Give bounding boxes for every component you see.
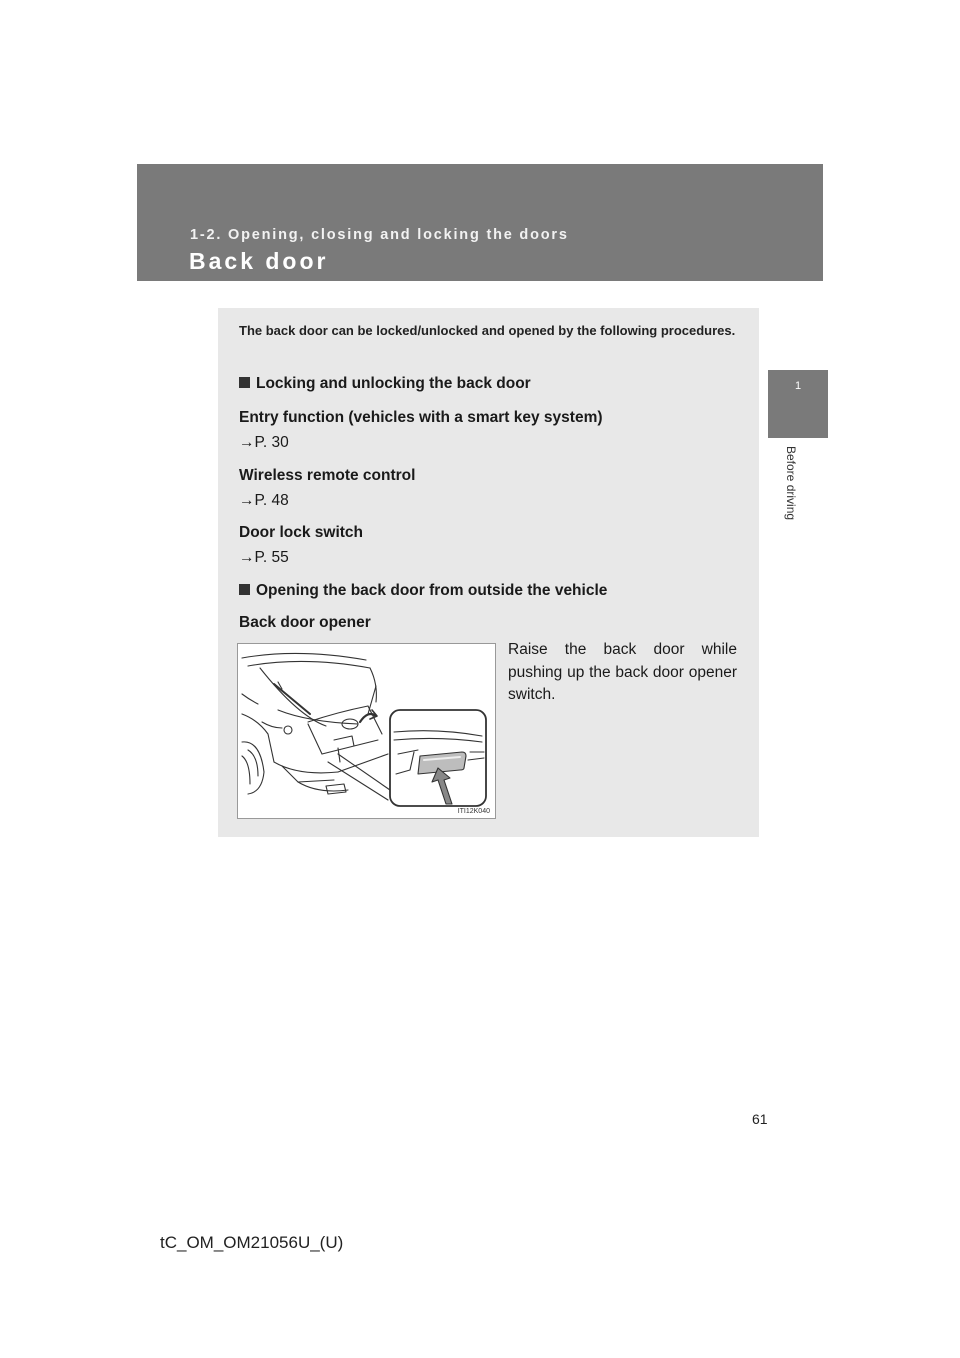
figure-code: ITI12K040	[457, 808, 490, 815]
page-ref-door-lock-switch[interactable]: →P. 55	[239, 549, 289, 566]
document-code: tC_OM_OM21056U_(U)	[160, 1233, 344, 1252]
chapter-number: 1	[794, 380, 802, 392]
chapter-tab[interactable]	[768, 370, 828, 438]
header-band	[137, 164, 823, 281]
page-ref-entry-function[interactable]: →P. 30	[239, 434, 289, 451]
item-title-back-door-opener: Back door opener	[239, 614, 371, 631]
page-ref-wireless-remote[interactable]: →P. 48	[239, 492, 289, 509]
content-box	[218, 308, 759, 837]
intro-text: The back door can be locked/unlocked and opened by the following procedures.	[239, 323, 736, 338]
section-heading-text: Opening the back door from outside the vehicle	[256, 582, 608, 599]
square-bullet-icon	[239, 377, 250, 388]
section-heading-opening	[239, 582, 607, 600]
instruction-text: Raise the back door while pushing up the back door opener switch.	[508, 641, 737, 703]
section-label: 1-2. Opening, closing and locking the doors	[190, 227, 569, 243]
section-heading-locking	[239, 375, 531, 393]
item-title-door-lock-switch: Door lock switch	[239, 524, 364, 541]
chapter-name: Before driving	[784, 446, 798, 521]
item-title-entry-function: Entry function (vehicles with a smart key system)	[239, 409, 603, 426]
section-heading-text: Locking and unlocking the back door	[256, 375, 531, 392]
back-door-illustration	[237, 643, 496, 819]
page-title: Back door	[189, 248, 329, 274]
page-number: 61	[752, 1111, 768, 1127]
square-bullet-icon	[239, 584, 250, 595]
car-rear-drawing	[238, 644, 495, 818]
item-title-wireless-remote: Wireless remote control	[239, 467, 416, 484]
